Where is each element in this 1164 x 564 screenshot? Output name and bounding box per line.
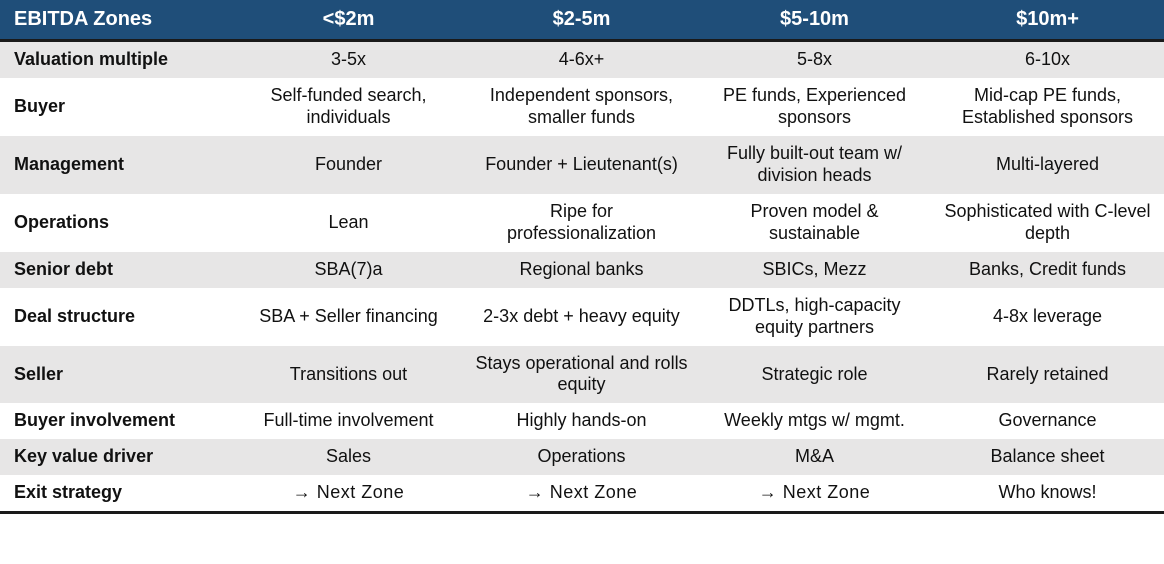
table-cell: Governance bbox=[931, 403, 1164, 439]
table-row bbox=[0, 475, 1164, 512]
table-cell: 2-3x debt + heavy equity bbox=[465, 288, 698, 346]
table-cell: Banks, Credit funds bbox=[931, 252, 1164, 288]
table-cell: Weekly mtgs w/ mgmt. bbox=[698, 403, 931, 439]
table-cell: → Next Zone bbox=[465, 475, 698, 512]
table-cell: Full-time involvement bbox=[232, 403, 465, 439]
column-header-2: $2-5m bbox=[465, 0, 698, 41]
table-body bbox=[0, 41, 1164, 513]
table-header bbox=[0, 0, 1164, 41]
row-label: Key value driver bbox=[0, 439, 232, 475]
table-row bbox=[0, 136, 1164, 194]
table-cell: Founder bbox=[232, 136, 465, 194]
column-header-4: $10m+ bbox=[931, 0, 1164, 41]
table-cell: Mid-cap PE funds, Established sponsors bbox=[931, 78, 1164, 136]
table-cell: SBA(7)a bbox=[232, 252, 465, 288]
row-label: Buyer bbox=[0, 78, 232, 136]
row-label: Exit strategy bbox=[0, 475, 232, 512]
table-row bbox=[0, 194, 1164, 252]
table-cell: Fully built-out team w/ division heads bbox=[698, 136, 931, 194]
table-row bbox=[0, 288, 1164, 346]
table-cell: DDTLs, high-capacity equity partners bbox=[698, 288, 931, 346]
table-cell: Operations bbox=[465, 439, 698, 475]
row-label: Senior debt bbox=[0, 252, 232, 288]
table-cell: Rarely retained bbox=[931, 346, 1164, 404]
row-label: Seller bbox=[0, 346, 232, 404]
table-cell: PE funds, Experienced sponsors bbox=[698, 78, 931, 136]
table-row bbox=[0, 439, 1164, 475]
row-label: Deal structure bbox=[0, 288, 232, 346]
table-cell: Who knows! bbox=[931, 475, 1164, 512]
table-row bbox=[0, 78, 1164, 136]
table-cell: → Next Zone bbox=[698, 475, 931, 512]
table-cell: Self-funded search, individuals bbox=[232, 78, 465, 136]
table-cell: 5-8x bbox=[698, 41, 931, 78]
table-cell: M&A bbox=[698, 439, 931, 475]
table-row bbox=[0, 403, 1164, 439]
table-cell: Ripe for professionalization bbox=[465, 194, 698, 252]
table-cell: Founder + Lieutenant(s) bbox=[465, 136, 698, 194]
table-cell: Sales bbox=[232, 439, 465, 475]
row-label: Operations bbox=[0, 194, 232, 252]
table-row bbox=[0, 41, 1164, 78]
table-cell: Regional banks bbox=[465, 252, 698, 288]
table-cell: Lean bbox=[232, 194, 465, 252]
table-cell: Sophisticated with C-level depth bbox=[931, 194, 1164, 252]
table-cell: Strategic role bbox=[698, 346, 931, 404]
table-cell: 6-10x bbox=[931, 41, 1164, 78]
column-header-3: $5-10m bbox=[698, 0, 931, 41]
table-cell: Transitions out bbox=[232, 346, 465, 404]
table-cell: SBICs, Mezz bbox=[698, 252, 931, 288]
table-cell: 4-6x+ bbox=[465, 41, 698, 78]
row-label: Valuation multiple bbox=[0, 41, 232, 78]
table-cell: Highly hands-on bbox=[465, 403, 698, 439]
header-title: EBITDA Zones bbox=[0, 0, 232, 41]
table-cell: 4-8x leverage bbox=[931, 288, 1164, 346]
table-cell: Proven model & sustainable bbox=[698, 194, 931, 252]
column-header-1: <$2m bbox=[232, 0, 465, 41]
header-row bbox=[0, 0, 1164, 41]
table-cell: Stays operational and rolls equity bbox=[465, 346, 698, 404]
row-label: Buyer involvement bbox=[0, 403, 232, 439]
table-cell: SBA + Seller financing bbox=[232, 288, 465, 346]
table-cell: 3-5x bbox=[232, 41, 465, 78]
table-cell: Independent sponsors, smaller funds bbox=[465, 78, 698, 136]
table-row bbox=[0, 346, 1164, 404]
table-row bbox=[0, 252, 1164, 288]
table-cell: Multi-layered bbox=[931, 136, 1164, 194]
table-cell: Balance sheet bbox=[931, 439, 1164, 475]
row-label: Management bbox=[0, 136, 232, 194]
table-cell: → Next Zone bbox=[232, 475, 465, 512]
